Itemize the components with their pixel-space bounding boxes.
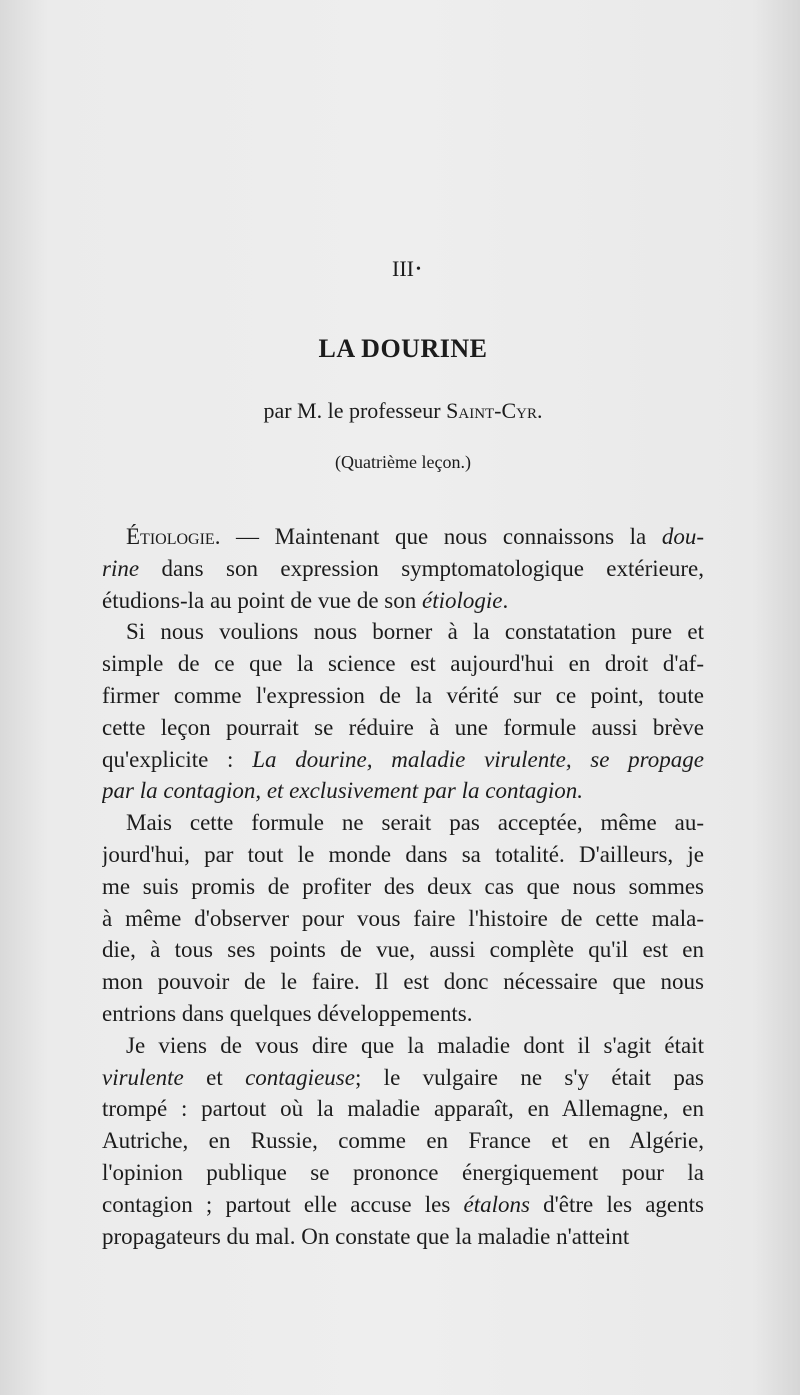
text-line [102, 807, 704, 839]
text-line [102, 585, 704, 617]
text-run: l'opinion publique se prononce énergiquement pour la [102, 1159, 704, 1185]
italic-text: dou- [661, 524, 704, 549]
text-run: entrions dans quelques développements. [102, 1000, 473, 1026]
italic-text: virulente [102, 1064, 184, 1090]
text-run: Autriche, en Russie, comme en France et en Algérie, [102, 1128, 704, 1154]
text-line [102, 871, 704, 903]
byline-prefix: par M. le professeur [263, 398, 441, 423]
text-run: firmer comme l'expression de la vérité sur ce point, toute [102, 682, 704, 708]
text-line [102, 712, 704, 744]
print-speck: • [416, 262, 421, 277]
text-line [102, 680, 704, 712]
text-line [102, 1030, 704, 1062]
italic-text: étiologie [422, 587, 503, 613]
text-run: Je viens de vous dire que la maladie dont il s'agit était [126, 1032, 704, 1058]
text-line [102, 1093, 704, 1125]
text-line [102, 1125, 704, 1157]
author-byline [102, 398, 704, 424]
text-run: contagion ; partout elle accuse les [102, 1191, 464, 1217]
text-line [102, 1157, 704, 1189]
text-run: Si nous voulions nous borner à la constatation pure et [126, 619, 704, 645]
italic-text: rine [102, 555, 140, 581]
text-line [102, 934, 704, 966]
lesson-subtitle: (Quatrième leçon.) [335, 452, 471, 472]
paragraph [102, 616, 704, 807]
text-run: die, à tous ses points de vue, aussi complète qu'il est en [102, 937, 704, 963]
italic-text: contagieuse [245, 1064, 355, 1090]
text-line [102, 998, 704, 1030]
text-run: mon pouvoir de le faire. Il est donc nécessaire que nous [102, 969, 704, 995]
text-line [102, 775, 704, 807]
text-line [102, 616, 704, 648]
text-run: propagateurs du mal. On constate que la maladie n'atteint [102, 1223, 630, 1249]
italic-text: La dourine, maladie virulente, se propage [252, 746, 704, 772]
chapter-title: LA DOURINE [318, 334, 488, 363]
text-line [102, 648, 704, 680]
author-name: Saint-Cyr. [446, 398, 543, 423]
text-run: étudions-la au point de vue de son [102, 587, 423, 613]
text-run: — Maintenant que nous connaissons la [220, 524, 662, 549]
text-line [102, 744, 704, 776]
paragraph [102, 1030, 704, 1253]
italic-text: par la contagion, et exclusivement par la contagion. [102, 778, 583, 804]
chapter-numeral: III [392, 256, 414, 281]
text-run: jourd'hui, par tout le monde dans sa totalité. D'ailleurs, je [102, 841, 704, 867]
text-line [102, 1221, 704, 1253]
text-run: cette leçon pourrait se réduire à une formule aussi brève [102, 714, 704, 740]
text-run: Mais cette formule ne serait pas acceptée, même au- [126, 810, 704, 836]
text-run: d'être les agents [529, 1191, 704, 1217]
text-run: dans son expression symptomatologique extérieure, [139, 555, 704, 581]
text-run: ; le vulgaire ne s'y était pas [354, 1064, 704, 1090]
text-line [102, 839, 704, 871]
text-line [102, 553, 704, 585]
text-run: me suis promis de profiter des deux cas que nous sommes [102, 873, 704, 899]
text-line [102, 1062, 704, 1094]
text-run: simple de ce que la science est aujourd'hui en droit d'af- [102, 651, 704, 677]
paragraph [102, 807, 704, 1030]
text-run: trompé : partout où la maladie apparaît, en Allemagne, en [102, 1096, 704, 1122]
text-run: qu'explicite : [102, 746, 253, 772]
text-line [102, 903, 704, 935]
paragraph [102, 521, 704, 616]
text-run: et [183, 1064, 246, 1090]
text-run: à même d'observer pour vous faire l'histoire de cette mala- [102, 905, 704, 931]
text-line [102, 1189, 704, 1221]
text-run: Étiologie. [126, 524, 221, 549]
text-line [102, 521, 704, 553]
body-text [102, 521, 704, 1252]
text-run: . [502, 587, 509, 613]
text-line [102, 966, 704, 998]
italic-text: étalons [463, 1191, 530, 1217]
